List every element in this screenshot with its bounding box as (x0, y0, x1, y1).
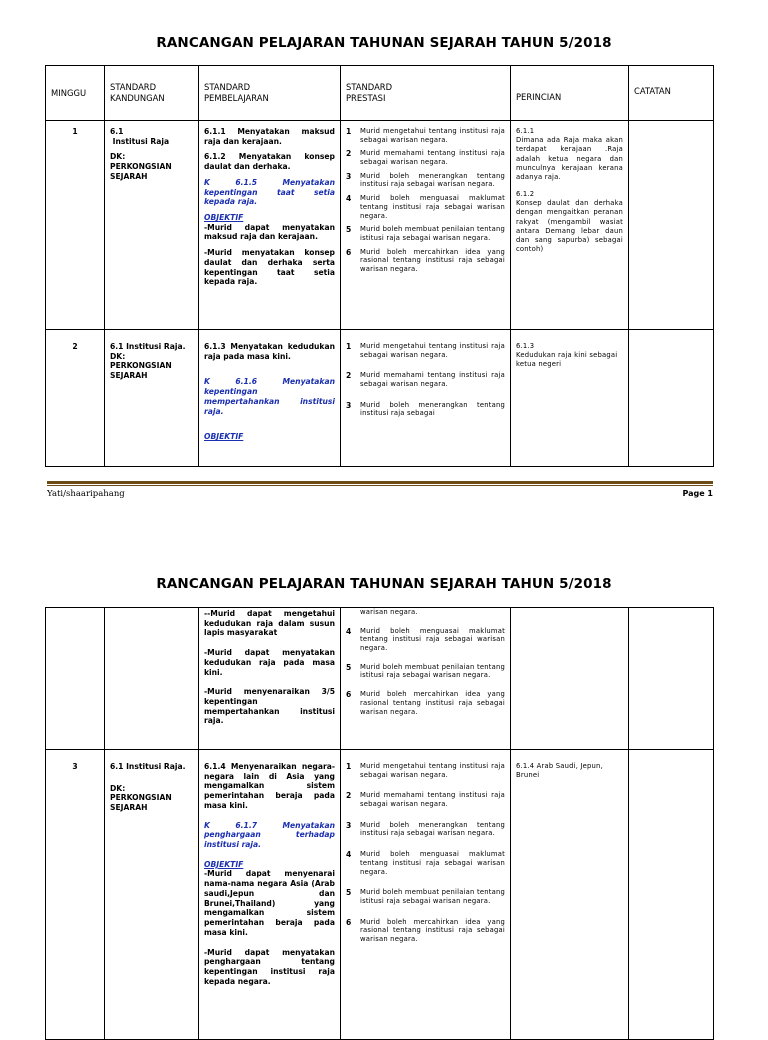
prestasi-number: 1 (346, 762, 352, 771)
objektif-label: OBJEKTIF (204, 432, 244, 442)
prestasi-number: 1 (346, 342, 352, 351)
perincian-item: 6.1.1 Dimana ada Raja maka akan terdapat kerajaan .Raja adalah ketua negara dan munculnya kerajaan kerana adanya raja. (516, 127, 623, 181)
prestasi-item: 4 Murid boleh menguasai maklumat tentang institusi raja sebagai warisan negara. (346, 626, 505, 653)
footer-rule (47, 481, 713, 484)
objektif-item: -Murid dapat menyatakan penghargaan tentang kepentingan institusi raja kepada negara. (204, 947, 335, 986)
prestasi-number: 5 (346, 225, 352, 235)
objektif-item: -Murid dapat menyenarai nama-nama negara Asia (Arab saudi,Jepun dan Brunei,Thailand) yang mengamalkan sistem pemerintahan beraja pada masa kini. (204, 869, 335, 937)
standard-prestasi-cell (341, 608, 511, 750)
prestasi-item: 5 Murid boleh membuat penilaian tentang istitusi raja sebagai warisan negara. (346, 225, 505, 242)
header-standard-pembelajaran: STANDARD PEMBELAJARAN (199, 66, 341, 121)
prestasi-item: 1 Murid mengetahui tentang institusi raja sebagai warisan negara. (346, 762, 505, 779)
minggu-cell: 1 (46, 121, 105, 330)
prestasi-item: 5 Murid boleh membuat penilaian tentang istitusi raja sebagai warisan negara. (346, 888, 505, 905)
prestasi-item: 4 Murid boleh menguasai maklumat tentang institusi raja sebagai warisan negara. (346, 194, 505, 220)
prestasi-item: 6 Murid boleh mercahirkan idea yang rasional tentang institusi raja sebagai warisan negara. (346, 247, 505, 273)
prestasi-item: 6 Murid boleh mercahirkan idea yang rasional tentang institusi raja sebagai warisan negara. (346, 917, 505, 943)
prestasi-number: 4 (346, 626, 352, 636)
standard-pembelajaran-cell (199, 330, 341, 467)
prestasi-item: warisan negara. (360, 608, 418, 616)
standard-pembelajaran-cell (199, 121, 341, 330)
table-row-week-2 (46, 330, 714, 467)
prestasi-item: 5 Murid boleh membuat penilaian tentang istitusi raja sebagai warisan negara. (346, 662, 505, 680)
standard-kandungan-cell (105, 750, 199, 1040)
perincian-item: 6.1.4 Arab Saudi, Jepun, Brunei (516, 762, 603, 780)
footer-rule (47, 485, 713, 486)
prestasi-item: 1 Murid mengetahui tentang institusi raja sebagai warisan negara. (346, 342, 505, 359)
standard-pembelajaran-cell (199, 750, 341, 1040)
page-1 (0, 0, 768, 515)
prestasi-number: 4 (346, 194, 352, 204)
prestasi-item: 3 Murid boleh menerangkan tentang institusi raja sebagai (346, 400, 505, 418)
minggu-cell: 2 (46, 330, 105, 467)
catatan-cell (629, 608, 714, 750)
objektif-item: -Murid dapat menyatakan kedudukan raja pada masa kini. (204, 648, 335, 677)
standard-prestasi-cell (341, 121, 511, 330)
document-title: RANCANGAN PELAJARAN TAHUNAN SEJARAH TAHUN 5/2018 (156, 35, 612, 51)
prestasi-item: 2 Murid memahami tentang institusi raja sebagai warisan negara. (346, 149, 505, 167)
prestasi-item: 6 Murid boleh mercahirkan idea yang rasional tentang institusi raja sebagai warisan negara. (346, 690, 505, 716)
kaitan-text: K 6.1.7 Menyatakan penghargaan terhadap institusi raja. (204, 820, 335, 850)
header-catatan: CATATAN (629, 66, 714, 121)
dk-label: DK: PERKONGSIAN SEJARAH (110, 351, 172, 381)
header-standard-prestasi: STANDARD PRESTASI (341, 66, 511, 121)
catatan-cell (629, 121, 714, 330)
sk-title: 6.1 Institusi Raja. (110, 762, 186, 771)
sk-code: 6.1 (110, 127, 124, 136)
sp-item: 6.1.3 Menyatakan kedudukan raja pada masa kini. (204, 342, 335, 361)
plan-table (45, 65, 714, 467)
table-header-row (46, 66, 714, 121)
prestasi-number: 1 (346, 127, 352, 136)
minggu-cell (46, 608, 105, 750)
prestasi-item: 3 Murid boleh menerangkan tentang institusi raja sebagai warisan negara. (346, 820, 505, 838)
plan-table (45, 607, 714, 1040)
perincian-cell (511, 121, 629, 330)
prestasi-number: 3 (346, 820, 352, 830)
sk-title: Institusi Raja (110, 136, 170, 146)
prestasi-number: 4 (346, 850, 352, 860)
catatan-cell (629, 750, 714, 1040)
footer-author: Yati/shaaripahang (47, 489, 125, 499)
dk-label: DK: PERKONGSIAN SEJARAH (110, 152, 172, 181)
page-2 (0, 548, 768, 1024)
objektif-label: OBJEKTIF (204, 213, 244, 223)
objektif-item: -Murid dapat menyatakan maksud raja dan kerajaan. (204, 222, 335, 242)
minggu-cell: 3 (46, 750, 105, 1040)
prestasi-number: 2 (346, 371, 352, 381)
objektif-item: -Murid menyenaraikan 3/5 kepentingan mempertahankan institusi raja. (204, 687, 335, 726)
sk-title: 6.1 Institusi Raja. (110, 342, 186, 351)
table-row-week-1 (46, 121, 714, 330)
perincian-item: 6.1.2 Konsep daulat dan derhaka dengan mengaitkan peranan rakyat (mengambil wasiat antara Demang lebar daun dan sang sapurba) sebagai contoh) (516, 190, 623, 254)
catatan-cell (629, 330, 714, 467)
kaitan-text: K 6.1.5 Menyatakan kepentingan taat setia kepada raja. (204, 177, 335, 207)
header-standard-kandungan: STANDARD KANDUNGAN (105, 66, 199, 121)
prestasi-number: 5 (346, 888, 352, 898)
objektif-item: -Murid menyatakan konsep daulat dan derhaka serta kepentingan taat setia kepada raja. (204, 248, 335, 287)
perincian-item: 6.1.3 Kedudukan raja kini sebagai ketua negeri (516, 342, 618, 369)
prestasi-number: 2 (346, 791, 352, 801)
standard-prestasi-cell (341, 330, 511, 467)
prestasi-number: 2 (346, 149, 352, 159)
prestasi-item: 4 Murid boleh menguasai maklumat tentang institusi raja sebagai warisan negara. (346, 850, 505, 876)
prestasi-item: 2 Murid memahami tentang institusi raja sebagai warisan negara. (346, 791, 505, 809)
prestasi-number: 3 (346, 400, 352, 410)
header-minggu: MINGGU (46, 66, 105, 121)
sp-item: 6.1.2 Menyatakan konsep daulat dan derhaka. (204, 152, 335, 172)
prestasi-number: 6 (346, 690, 352, 700)
footer-page-number: Page 1 (682, 489, 713, 498)
prestasi-item: 3 Murid boleh menerangkan tentang institusi raja sebagai warisan negara. (346, 171, 505, 189)
standard-kandungan-cell (105, 608, 199, 750)
objektif-label: OBJEKTIF (204, 859, 244, 869)
prestasi-item: 2 Murid memahami tentang institusi raja sebagai warisan negara. (346, 371, 505, 389)
header-perincian: PERINCIAN (511, 66, 629, 121)
perincian-cell (511, 750, 629, 1040)
prestasi-item: 1 Murid mengetahui tentang institusi raja sebagai warisan negara. (346, 127, 505, 144)
objektif-item: --Murid dapat mengetahui kedudukan raja dalam susun lapis masyarakat (204, 609, 335, 638)
prestasi-number: 5 (346, 662, 352, 672)
table-row-week-2-continued (46, 608, 714, 750)
table-row-week-3 (46, 750, 714, 1040)
sp-item: 6.1.4 Menyenaraikan negara-negara lain di Asia yang mengamalkan sistem pemerintahan beraja pada masa kini. (204, 762, 335, 810)
sp-item: 6.1.1 Menyatakan maksud raja dan kerajaan. (204, 127, 335, 146)
prestasi-number: 3 (346, 171, 352, 181)
perincian-cell (511, 330, 629, 467)
standard-prestasi-cell (341, 750, 511, 1040)
standard-kandungan-cell (105, 121, 199, 330)
document-title: RANCANGAN PELAJARAN TAHUNAN SEJARAH TAHUN 5/2018 (156, 576, 612, 592)
prestasi-number: 6 (346, 247, 352, 257)
kaitan-text: K 6.1.6 Menyatakan kepentingan mempertahankan institusi raja. (204, 377, 335, 416)
standard-pembelajaran-cell (199, 608, 341, 750)
dk-label: DK: PERKONGSIAN SEJARAH (110, 783, 172, 813)
standard-kandungan-cell (105, 330, 199, 467)
perincian-cell (511, 608, 629, 750)
prestasi-number: 6 (346, 917, 352, 927)
